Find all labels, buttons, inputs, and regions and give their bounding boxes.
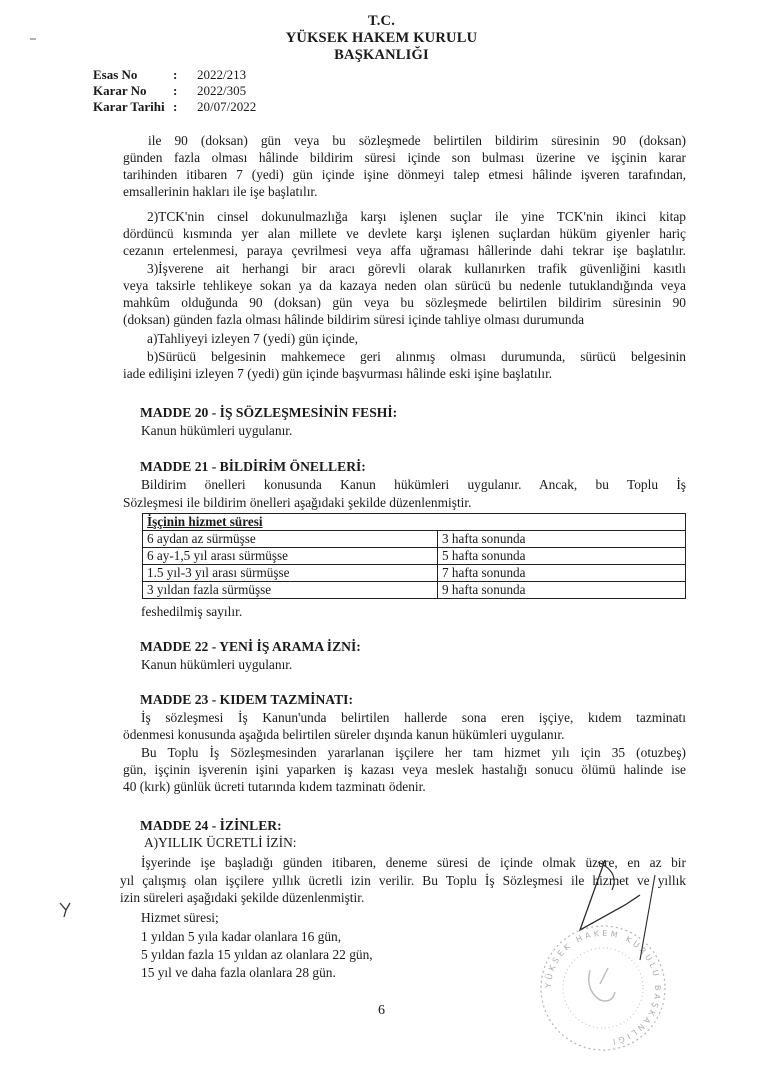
- svg-text:YÜKSEK HAKEM KURULU BAŞKANLIĞI: [544, 929, 662, 1048]
- initials-mark: [60, 903, 70, 917]
- page-number: 6: [378, 1003, 385, 1018]
- table-header: İşçinin hizmet süresi: [143, 514, 686, 531]
- header-kurul: YÜKSEK HAKEM KURULU: [285, 30, 478, 46]
- text-line: veya taksirle tehlikeye sokan ya da kazaya neden olan sürücü bu nedenle tutuklandığında veya: [123, 278, 686, 293]
- madde-24-title: MADDE 24 - İZİNLER:: [140, 818, 282, 833]
- text-line: iade edilişini izleyen 7 (yedi) gün içinde başvurması hâlinde eski işine başlatılır.: [123, 366, 553, 381]
- text-line: gün, işçinin işverenin işini yaparken iş kazası veya meslek hastalığı sonucu ölümü halinde ise: [123, 762, 686, 777]
- list-item: 15 yıl ve daha fazla olanlara 28 gün.: [141, 965, 336, 980]
- text-line: yıl çalışmış olan işçilere yıllık ücretli izin verilir. Bu Toplu İş Sözleşmesi ile hizmet ve yıllık: [120, 873, 686, 888]
- madde-23-title: MADDE 23 - KIDEM TAZMİNATI:: [140, 692, 353, 707]
- meta-value: 2022/305: [197, 83, 247, 98]
- text-line: (doksan) günden fazla olması hâlinde bildirim süresi içinde tahliye olması durumunda: [123, 311, 585, 327]
- text-line: emsallerinin hakları ile işe başlatılır.: [123, 183, 318, 199]
- text-line: cezanın ertelenmesi, paraya çevrilmesi veya affa uğraması hâllerinde dahi tekrar işe başlatılır.: [123, 242, 686, 258]
- signature-stroke: [640, 875, 655, 960]
- meta-colon: :: [173, 83, 178, 98]
- signature-stroke: [598, 862, 614, 890]
- table-cell: 6 aydan az sürmüşse: [143, 531, 438, 548]
- madde-24-subtitle: A)YILLIK ÜCRETLİ İZİN:: [144, 835, 297, 850]
- madde-20-text: Kanun hükümleri uygulanır.: [141, 423, 293, 438]
- madde-21-after: feshedilmiş sayılır.: [141, 604, 243, 619]
- meta-colon: :: [173, 99, 178, 114]
- text-line: b)Sürücü belgesinin mahkemece geri alınmış olması durumunda, sürücü belgesinin: [147, 349, 686, 364]
- list-item: 1 yıldan 5 yıla kadar olanlara 16 gün,: [141, 929, 342, 944]
- text-line: 2)TCK'nin cinsel dokunulmazlığa karşı işlenen suçlar ile yine TCK'nin ikinci kitap: [147, 209, 686, 224]
- meta-value: 20/07/2022: [197, 99, 257, 114]
- meta-key: Esas No: [93, 67, 138, 82]
- madde-22-title: MADDE 22 - YENİ İŞ ARAMA İZNİ:: [140, 639, 361, 654]
- madde-21-title: MADDE 21 - BİLDİRİM ÖNELLERİ:: [140, 459, 366, 474]
- text-line: günden fazla olması hâlinde bildirim süresi içinde son bulması üzerine ve işçinin karar: [123, 150, 686, 165]
- meta-key: Karar No: [93, 83, 147, 98]
- table-cell: 6 ay-1,5 yıl arası sürmüşse: [143, 548, 438, 565]
- text-line: ile 90 (doksan) gün veya bu sözleşmede belirtilen bildirim süresinin 90 (doksan): [148, 133, 686, 148]
- text-line: tarihinden itibaren 7 (yedi) gün içinde işine dönmeyi talep etmesi hâlinde işveren tarafından,: [123, 166, 686, 182]
- text-line: izin süreleri aşağıdaki şekilde düzenlenmiştir.: [120, 889, 365, 905]
- text-line: 3)İşverene ait herhangi bir aracı görevli olarak kullanırken trafik güvenliğini kasıtlı: [147, 261, 686, 276]
- text-line: Sözleşmesi ile bildirim önelleri aşağıdaki şekilde düzenlenmiştir.: [123, 495, 472, 510]
- madde-20-title: MADDE 20 - İŞ SÖZLEŞMESİNİN FESHİ:: [140, 405, 398, 420]
- text-line: a)Tahliyeyi izleyen 7 (yedi) gün içinde,: [147, 331, 358, 346]
- table-cell: 9 hafta sonunda: [438, 582, 686, 599]
- meta-colon: :: [173, 67, 178, 82]
- table-cell: 3 hafta sonunda: [438, 531, 686, 548]
- meta-key: Karar Tarihi: [93, 99, 165, 114]
- list-item: 5 yıldan fazla 15 yıldan az olanlara 22 gün,: [141, 947, 373, 962]
- table-cell: 5 hafta sonunda: [438, 548, 686, 565]
- text-line: 40 (kırk) günlük ücreti tutarında kıdem tazminatı ödenir.: [123, 778, 426, 794]
- text-line: Bu Toplu İş Sözleşmesinden yararlanan işçilere her tam hizmet yılı için 35 (otuzbeş): [141, 745, 686, 760]
- text-line: dördüncü kısmında yer alan millete ve devlete karşı işlenen suçlardan hüküm giyenler hariç: [123, 226, 686, 241]
- header-tc: T.C.: [367, 13, 396, 29]
- text-line: mahkûm olduğunda 90 (doksan) gün veya bu sözleşmede belirtilen bildirim süresinin 90: [123, 294, 686, 310]
- header-baskanlik: BAŞKANLIĞI: [334, 47, 429, 63]
- meta-value: 2022/213: [197, 67, 247, 82]
- madde-22-text: Kanun hükümleri uygulanır.: [141, 657, 293, 672]
- text-line: ödenmesi konusunda aşağıda belirtilen süreler dışında kanun hükümleri uygulanır.: [123, 727, 565, 742]
- seal-text: YÜKSEK HAKEM KURULU BAŞKANLIĞI: [543, 928, 663, 1047]
- text-line: İşyerinde işe başladığı günden itibaren, deneme süresi de içinde olmak üzere, en az bir: [141, 855, 686, 870]
- table-cell: 7 hafta sonunda: [438, 565, 686, 582]
- text-line: İş sözleşmesi İş Kanun'unda belirtilen hallerde sona eren işçiye, kıdem tazminatı: [141, 710, 686, 725]
- hizmet-suresi-label: Hizmet süresi;: [141, 910, 219, 925]
- seal: [541, 926, 665, 1050]
- text-line: Bildirim önelleri konusunda Kanun hükümleri uygulanır. Ancak, bu Toplu İş: [141, 477, 686, 492]
- table-cell: 1.5 yıl-3 yıl arası sürmüşse: [143, 565, 438, 582]
- table-cell: 3 yıldan fazla sürmüşse: [143, 582, 438, 599]
